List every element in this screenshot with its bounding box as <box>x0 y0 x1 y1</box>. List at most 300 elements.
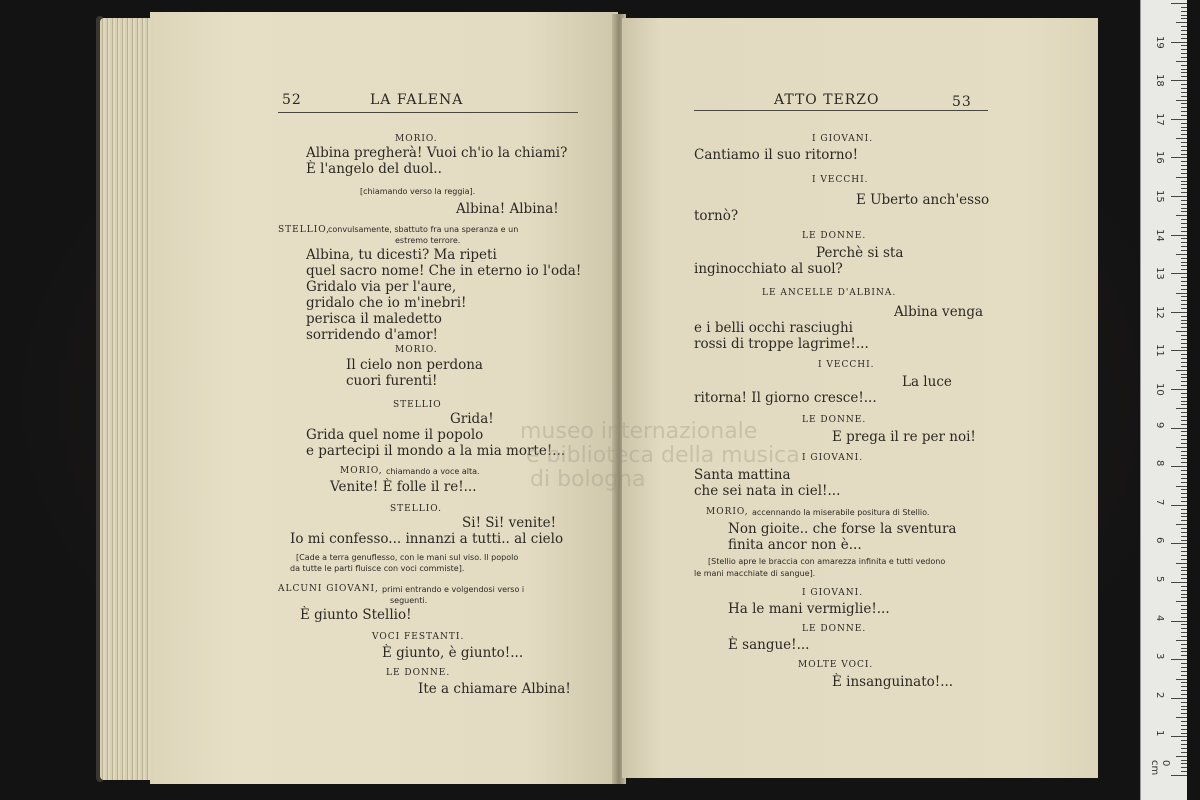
ruler-tick <box>1181 262 1187 263</box>
ruler-tick <box>1176 61 1187 62</box>
ruler-tick <box>1181 706 1187 707</box>
stage-direction: [chiamando verso la reggia]. <box>360 187 476 196</box>
ruler-tick <box>1181 667 1187 668</box>
stage-direction: da tutte le parti fluisce con voci commiste]. <box>290 564 465 573</box>
ruler-tick <box>1181 416 1187 417</box>
ruler-tick <box>1181 632 1187 633</box>
ruler-tick <box>1176 293 1187 294</box>
ruler-tick <box>1181 675 1187 676</box>
ruler-tick <box>1181 547 1187 548</box>
ruler-unit-label: 0 cm <box>1149 760 1171 776</box>
ruler-tick <box>1181 752 1187 753</box>
speaker: ALCUNI GIOVANI, <box>278 584 379 594</box>
verse-line: E Uberto anch'esso <box>856 192 990 208</box>
ruler-tick <box>1171 428 1187 429</box>
ruler-tick <box>1181 49 1187 50</box>
verse-line: Ite a chiamare Albina! <box>418 681 571 697</box>
verse-line: Non gioite.. che forse la sventura <box>728 521 957 537</box>
ruler-tick <box>1181 702 1187 703</box>
ruler-tick <box>1181 509 1187 510</box>
ruler-tick <box>1181 567 1187 568</box>
ruler-tick <box>1181 30 1187 31</box>
ruler-tick <box>1171 157 1187 158</box>
ruler-tick <box>1176 756 1187 757</box>
ruler-number: 16 <box>1154 151 1165 165</box>
header-rule-left <box>278 112 578 113</box>
ruler-tick <box>1176 331 1187 332</box>
ruler-tick <box>1181 597 1187 598</box>
ruler-number: 3 <box>1154 653 1165 660</box>
ruler-tick <box>1181 393 1187 394</box>
ruler-tick <box>1181 53 1187 54</box>
ruler-tick <box>1181 520 1187 521</box>
verse-line: rossi di troppe lagrime!... <box>694 336 869 352</box>
ruler-tick <box>1181 609 1187 610</box>
ruler-tick <box>1181 316 1187 317</box>
ruler-tick <box>1181 304 1187 305</box>
ruler-tick <box>1181 84 1187 85</box>
ruler-tick <box>1176 640 1187 641</box>
ruler-tick <box>1181 231 1187 232</box>
ruler-tick <box>1181 694 1187 695</box>
verse-line: ritorna! Il giorno cresce!... <box>694 390 877 406</box>
ruler-tick <box>1181 671 1187 672</box>
verse-line: e partecipi il mondo a la mia morte!... <box>306 443 566 459</box>
measuring-ruler <box>1140 0 1187 800</box>
verse-line: Santa mattina <box>694 467 791 483</box>
ruler-number: 13 <box>1154 267 1165 280</box>
ruler-number: 18 <box>1154 74 1165 87</box>
ruler-tick <box>1181 740 1187 741</box>
ruler-number: 10 <box>1154 383 1165 396</box>
ruler-number: 2 <box>1154 691 1165 699</box>
speaker: STELLIO <box>393 400 442 410</box>
ruler-tick <box>1171 466 1187 467</box>
ruler-tick <box>1181 227 1187 228</box>
ruler-tick <box>1176 215 1187 216</box>
ruler-tick <box>1181 555 1187 556</box>
ruler-tick <box>1176 717 1187 718</box>
ruler-tick <box>1181 482 1187 483</box>
ruler-tick <box>1181 412 1187 413</box>
ruler-number: 14 <box>1154 228 1165 242</box>
ruler-tick <box>1176 177 1187 178</box>
ruler-tick <box>1181 540 1187 541</box>
verse-line: perisca il maledetto <box>306 311 442 327</box>
ruler-tick <box>1181 385 1187 386</box>
ruler-tick <box>1176 679 1187 680</box>
ruler-tick <box>1181 709 1187 710</box>
verse-line: Grida quel nome il popolo <box>306 427 484 443</box>
ruler-tick <box>1171 235 1187 236</box>
ruler-tick <box>1181 636 1187 637</box>
verse-line: La luce <box>902 374 952 390</box>
ruler-number: 12 <box>1154 305 1165 319</box>
ruler-number: 5 <box>1154 576 1165 583</box>
ruler-tick <box>1181 617 1187 618</box>
ruler-tick <box>1181 169 1187 170</box>
ruler-tick <box>1181 327 1187 328</box>
ruler-tick <box>1181 127 1187 128</box>
ruler-tick <box>1181 578 1187 579</box>
ruler-tick <box>1181 103 1187 104</box>
ruler-tick <box>1181 154 1187 155</box>
ruler-tick <box>1171 543 1187 544</box>
ruler-tick <box>1181 439 1187 440</box>
speaker: I VECCHI. <box>818 360 875 370</box>
verse-line: inginocchiato al suol? <box>694 261 843 277</box>
ruler-tick <box>1181 204 1187 205</box>
ruler-number: 6 <box>1154 537 1165 544</box>
ruler-tick <box>1181 96 1187 97</box>
ruler-tick <box>1181 574 1187 575</box>
verse-line: È insanguinato!... <box>832 674 954 690</box>
ruler-tick <box>1181 323 1187 324</box>
ruler-tick <box>1181 771 1187 772</box>
ruler-tick <box>1176 254 1187 255</box>
ruler-tick <box>1181 165 1187 166</box>
ruler-tick <box>1181 682 1187 683</box>
ruler-tick <box>1181 111 1187 112</box>
ruler-tick <box>1181 308 1187 309</box>
verse-line: È sangue!... <box>728 637 810 653</box>
ruler-tick <box>1181 648 1187 649</box>
verse-line: gridalo che io m'inebri! <box>306 295 467 311</box>
ruler-tick <box>1181 142 1187 143</box>
ruler-tick <box>1181 246 1187 247</box>
ruler-tick <box>1181 242 1187 243</box>
ruler-tick <box>1181 570 1187 571</box>
ruler-tick <box>1181 115 1187 116</box>
ruler-tick <box>1181 733 1187 734</box>
right-page <box>622 18 1098 778</box>
ruler-tick <box>1181 605 1187 606</box>
verse-line: sorridendo d'amor! <box>306 327 438 343</box>
ruler-tick <box>1181 123 1187 124</box>
ruler-tick <box>1181 150 1187 151</box>
verse-line: tornò? <box>694 208 739 224</box>
stage-direction: [Stellio apre le braccia con amarezza infinita e tutti vedono <box>708 557 946 566</box>
ruler-tick <box>1181 146 1187 147</box>
running-title-right: ATTO TERZO <box>774 92 880 108</box>
ruler-tick <box>1181 281 1187 282</box>
speaker: LE DONNE. <box>802 231 867 241</box>
ruler-tick <box>1181 181 1187 182</box>
verse-line: quel sacro nome! Che in eterno io l'oda! <box>306 263 582 279</box>
speaker: MORIO, <box>706 507 749 517</box>
ruler-tick <box>1181 729 1187 730</box>
stage-direction: [Cade a terra genuflesso, con le mani sul viso. Il popolo <box>296 553 519 562</box>
ruler-tick <box>1181 76 1187 77</box>
ruler-tick <box>1181 474 1187 475</box>
ruler-tick <box>1181 424 1187 425</box>
ruler-tick <box>1181 223 1187 224</box>
ruler-tick <box>1181 451 1187 452</box>
ruler-tick <box>1181 458 1187 459</box>
speaker: LE DONNE. <box>802 624 867 634</box>
ruler-tick <box>1181 763 1187 764</box>
ruler-tick <box>1171 389 1187 390</box>
ruler-tick <box>1171 273 1187 274</box>
ruler-tick <box>1181 381 1187 382</box>
ruler-tick <box>1181 11 1187 12</box>
ruler-tick <box>1176 370 1187 371</box>
ruler-tick <box>1171 196 1187 197</box>
ruler-tick <box>1181 744 1187 745</box>
library-watermark <box>520 420 800 492</box>
speaker: I GIOVANI. <box>802 588 864 598</box>
ruler-tick <box>1181 38 1187 39</box>
ruler-tick <box>1176 524 1187 525</box>
verse-line: Io mi confesso... innanzi a tutti.. al cielo <box>290 531 564 547</box>
ruler-tick <box>1181 374 1187 375</box>
ruler-number: 9 <box>1154 421 1165 428</box>
ruler-tick <box>1181 238 1187 239</box>
ruler-tick <box>1181 489 1187 490</box>
verse-line: Gridalo via per l'aure, <box>306 279 457 295</box>
ruler-tick <box>1181 173 1187 174</box>
ruler-tick <box>1181 397 1187 398</box>
verse-line: Albina venga <box>894 304 984 320</box>
ruler-tick <box>1181 88 1187 89</box>
stage-direction: seguenti. <box>390 596 428 605</box>
ruler-tick <box>1181 594 1187 595</box>
ruler-tick <box>1181 748 1187 749</box>
watermark-line: di bologna <box>530 467 646 492</box>
stage-direction: accennando la miserabile positura di Stellio. <box>752 508 930 517</box>
ruler-tick <box>1181 586 1187 587</box>
speaker: LE ANCELLE D'ALBINA. <box>762 288 897 298</box>
ruler-tick <box>1181 69 1187 70</box>
verse-line: Il cielo non perdona <box>346 357 483 373</box>
ruler-tick <box>1171 659 1187 660</box>
ruler-number: 17 <box>1154 112 1165 126</box>
ruler-tick <box>1176 138 1187 139</box>
ruler-tick <box>1171 42 1187 43</box>
speaker: MOLTE VOCI. <box>798 660 874 670</box>
ruler-tick <box>1171 312 1187 313</box>
verse-line: È giunto, è giunto!... <box>382 645 524 661</box>
verse-line: E prega il re per noi! <box>832 429 976 445</box>
ruler-tick <box>1181 366 1187 367</box>
ruler-tick <box>1171 3 1187 4</box>
verse-line: e i belli occhi rasciughi <box>694 320 853 336</box>
ruler-tick <box>1181 455 1187 456</box>
page-number-left: 52 <box>282 92 302 108</box>
verse-line: Albina pregherà! Vuoi ch'io la chiami? <box>306 145 568 161</box>
ruler-tick <box>1181 72 1187 73</box>
ruler-tick <box>1181 443 1187 444</box>
ruler-number: 1 <box>1154 730 1165 737</box>
speaker: MORIO. <box>395 345 438 355</box>
ruler-tick <box>1181 26 1187 27</box>
ruler-tick <box>1171 505 1187 506</box>
ruler-tick <box>1181 377 1187 378</box>
ruler-tick <box>1181 532 1187 533</box>
ruler-tick <box>1181 296 1187 297</box>
ruler-tick <box>1171 621 1187 622</box>
verse-line: Ha le mani vermiglie!... <box>728 601 890 617</box>
ruler-tick <box>1181 536 1187 537</box>
ruler-tick <box>1171 736 1187 737</box>
speaker: STELLIO, <box>278 225 330 235</box>
ruler-tick <box>1181 725 1187 726</box>
watermark-line: museo internazionale <box>520 419 758 444</box>
ruler-tick <box>1181 497 1187 498</box>
verse-line: Grida! <box>450 411 494 427</box>
ruler-tick <box>1181 277 1187 278</box>
verse-line: finita ancor non è... <box>728 537 862 553</box>
ruler-tick <box>1181 655 1187 656</box>
ruler-tick <box>1181 343 1187 344</box>
left-page <box>150 12 618 784</box>
ruler-tick <box>1181 516 1187 517</box>
stage-direction: estremo terrore. <box>395 236 461 245</box>
ruler-tick <box>1181 130 1187 131</box>
ruler-tick <box>1181 651 1187 652</box>
verse-line: Albina! Albina! <box>456 201 559 217</box>
ruler-tick <box>1181 644 1187 645</box>
speaker: LE DONNE. <box>802 415 867 425</box>
verse-line: È l'angelo del duol.. <box>306 161 442 177</box>
ruler-tick <box>1181 208 1187 209</box>
ruler-tick <box>1181 57 1187 58</box>
verse-line: Venite! È folle il re!... <box>330 479 477 495</box>
ruler-tick <box>1181 320 1187 321</box>
stage-direction: primi entrando e volgendosi verso i <box>382 585 525 594</box>
ruler-tick <box>1181 590 1187 591</box>
ruler-tick <box>1181 462 1187 463</box>
ruler-tick <box>1181 624 1187 625</box>
ruler-tick <box>1171 775 1187 776</box>
ruler-tick <box>1181 269 1187 270</box>
ruler-tick <box>1181 18 1187 19</box>
ruler-tick <box>1171 582 1187 583</box>
ruler-tick <box>1181 188 1187 189</box>
ruler-tick <box>1181 250 1187 251</box>
running-title-left: LA FALENA <box>370 92 464 108</box>
stage-direction: convulsamente, sbattuto fra una speranza e un <box>328 225 519 234</box>
page-number-right: 53 <box>952 94 972 110</box>
ruler-tick <box>1181 354 1187 355</box>
verse-line: cuori furenti! <box>346 373 438 389</box>
ruler-tick <box>1181 200 1187 201</box>
ruler-tick <box>1181 347 1187 348</box>
verse-line: Albina, tu dicesti? Ma ripeti <box>306 247 497 263</box>
ruler-tick <box>1181 7 1187 8</box>
ruler-tick <box>1181 134 1187 135</box>
ruler-tick <box>1181 721 1187 722</box>
ruler-tick <box>1181 258 1187 259</box>
ruler-number: 15 <box>1154 190 1165 203</box>
ruler-tick <box>1176 408 1187 409</box>
speaker: VOCI FESTANTI. <box>372 632 465 642</box>
ruler-tick <box>1176 100 1187 101</box>
speaker: I GIOVANI. <box>802 453 864 463</box>
ruler-tick <box>1181 686 1187 687</box>
ruler-tick <box>1181 690 1187 691</box>
ruler-tick <box>1171 119 1187 120</box>
ruler-number: 11 <box>1154 344 1165 358</box>
ruler-tick <box>1181 192 1187 193</box>
ruler-tick <box>1181 335 1187 336</box>
speaker: STELLIO. <box>390 504 442 514</box>
ruler-tick <box>1181 65 1187 66</box>
ruler-tick <box>1181 628 1187 629</box>
ruler-tick <box>1181 404 1187 405</box>
ruler-tick <box>1181 285 1187 286</box>
ruler-tick <box>1181 493 1187 494</box>
verse-line: che sei nata in ciel!... <box>694 483 841 499</box>
ruler-tick <box>1181 289 1187 290</box>
ruler-tick <box>1181 45 1187 46</box>
ruler-tick <box>1176 22 1187 23</box>
ruler-tick <box>1181 559 1187 560</box>
speaker: LE DONNE. <box>386 668 451 678</box>
verse-line: È giunto Stellio! <box>300 607 412 623</box>
ruler-number: 19 <box>1154 35 1165 49</box>
ruler-tick <box>1181 265 1187 266</box>
ruler-tick <box>1181 663 1187 664</box>
ruler-tick <box>1181 478 1187 479</box>
speaker: I VECCHI. <box>812 175 869 185</box>
verse-line: Cantiamo il suo ritorno! <box>694 147 859 163</box>
ruler-tick <box>1181 420 1187 421</box>
ruler-tick <box>1181 161 1187 162</box>
ruler-tick <box>1181 501 1187 502</box>
ruler-tick <box>1181 401 1187 402</box>
ruler-tick <box>1181 184 1187 185</box>
speaker: MORIO, <box>340 466 383 476</box>
ruler-tick <box>1181 470 1187 471</box>
stage-direction: chiamando a voce alta. <box>386 467 480 476</box>
ruler-tick <box>1181 107 1187 108</box>
speaker: MORIO. <box>395 134 438 144</box>
ruler-tick <box>1181 760 1187 761</box>
ruler-tick <box>1176 563 1187 564</box>
ruler-number: 8 <box>1154 460 1165 467</box>
ruler-tick <box>1181 513 1187 514</box>
ruler-tick <box>1181 435 1187 436</box>
ruler-tick <box>1176 601 1187 602</box>
ruler-tick <box>1171 80 1187 81</box>
ruler-tick <box>1181 219 1187 220</box>
ruler-tick <box>1181 358 1187 359</box>
ruler-tick <box>1181 551 1187 552</box>
ruler-tick <box>1176 486 1187 487</box>
ruler-tick <box>1181 34 1187 35</box>
ruler-tick <box>1181 92 1187 93</box>
ruler-tick <box>1181 528 1187 529</box>
ruler-tick <box>1181 431 1187 432</box>
ruler-tick <box>1181 713 1187 714</box>
stage-direction: le mani macchiate di sangue]. <box>694 569 816 578</box>
ruler-number: 7 <box>1154 498 1165 506</box>
verse-line: Perchè si sta <box>816 245 904 261</box>
ruler-tick <box>1181 767 1187 768</box>
ruler-tick <box>1171 350 1187 351</box>
ruler-tick <box>1181 339 1187 340</box>
ruler-tick <box>1181 613 1187 614</box>
ruler-tick <box>1181 300 1187 301</box>
ruler-tick <box>1176 447 1187 448</box>
ruler-tick <box>1181 362 1187 363</box>
watermark-line: e biblioteca della musica <box>526 443 800 468</box>
ruler-tick <box>1181 15 1187 16</box>
ruler-number: 4 <box>1154 614 1165 621</box>
ruler-tick <box>1171 698 1187 699</box>
header-rule-right <box>694 110 988 111</box>
